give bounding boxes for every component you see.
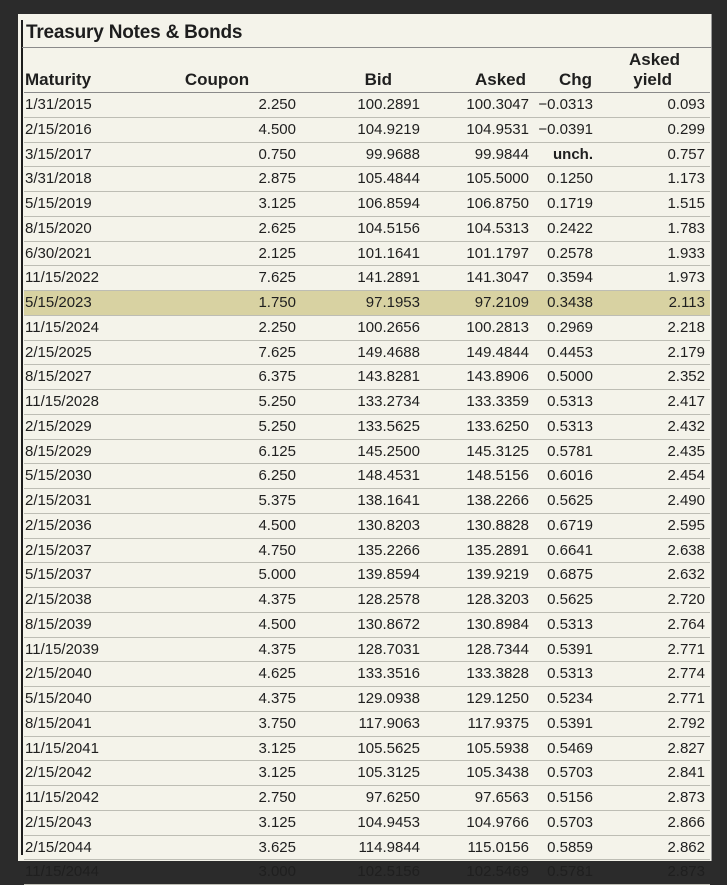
cell-maturity: 8/15/2041 — [25, 714, 92, 732]
table-row — [24, 711, 710, 736]
cell-asked-yield: 2.595 — [667, 516, 705, 534]
cell-bid: 104.9453 — [357, 813, 420, 831]
cell-bid: 97.1953 — [320, 291, 424, 316]
left-border-rule — [21, 20, 23, 855]
cell-maturity: 2/15/2040 — [25, 665, 92, 683]
cell-chg: 0.5625 — [547, 591, 593, 608]
cell-asked: 102.5469 — [466, 863, 529, 881]
cell-coupon: 1.750 — [144, 291, 320, 316]
cell-coupon: 4.375 — [258, 690, 296, 707]
cell-bid: 100.2891 — [357, 96, 420, 113]
cell-coupon: 3.125 — [258, 813, 296, 831]
cell-asked: 143.8906 — [466, 368, 529, 386]
asked-yield-line2: yield — [633, 70, 672, 89]
cell-coupon: 2.625 — [258, 219, 296, 237]
cell-maturity: 2/15/2037 — [25, 541, 92, 559]
cell-asked: 100.3047 — [466, 96, 529, 113]
table-row — [24, 860, 710, 885]
cell-chg: 0.5000 — [547, 368, 593, 386]
cell-chg: 0.6641 — [547, 541, 593, 559]
cell-chg: 0.5703 — [547, 764, 593, 782]
table-row — [24, 142, 710, 167]
asked-yield-line1: Asked — [629, 50, 681, 69]
cell-chg: 0.5469 — [547, 739, 593, 757]
cell-asked: 104.5313 — [466, 219, 529, 237]
cell-coupon: 4.625 — [258, 665, 296, 683]
cell-asked: 106.8750 — [466, 195, 529, 212]
cell-asked: 128.3203 — [466, 591, 529, 608]
cell-asked-yield: 1.783 — [667, 219, 705, 237]
cell-asked-yield: 2.218 — [667, 318, 705, 336]
cell-maturity: 5/15/2030 — [25, 467, 92, 485]
cell-coupon: 5.375 — [258, 492, 296, 509]
column-header-asked: Asked — [474, 70, 526, 89]
cell-asked-yield: 2.179 — [667, 343, 705, 361]
cell-bid: 97.6250 — [365, 789, 420, 806]
cell-chg: 0.5313 — [547, 665, 593, 683]
cell-asked-yield: 2.764 — [667, 615, 705, 633]
cell-maturity: 8/15/2039 — [25, 615, 92, 633]
table-title: Treasury Notes & Bonds — [26, 22, 243, 43]
cell-asked-yield: 2.771 — [667, 640, 705, 658]
cell-bid: 128.7031 — [357, 640, 420, 658]
cell-chg: 0.5391 — [547, 640, 593, 658]
cell-coupon: 2.875 — [258, 170, 296, 188]
cell-bid: 145.2500 — [357, 442, 420, 460]
table-row — [24, 340, 710, 365]
cell-coupon: 3.125 — [258, 764, 296, 782]
cell-asked: 104.9766 — [466, 813, 529, 831]
cell-maturity: 11/15/2041 — [25, 739, 99, 757]
cell-coupon: 3.625 — [258, 838, 296, 856]
cell-coupon: 6.250 — [258, 467, 296, 485]
table-row — [24, 315, 710, 340]
cell-maturity: 5/15/2037 — [25, 566, 92, 584]
cell-coupon: 4.500 — [258, 615, 296, 633]
title-divider — [22, 47, 712, 48]
cell-bid: 105.4844 — [357, 170, 420, 188]
cell-chg: 0.3594 — [547, 269, 593, 287]
cell-asked-yield: 2.435 — [667, 442, 705, 460]
cell-maturity: 11/15/2022 — [25, 269, 99, 287]
cell-asked-yield: 0.757 — [667, 145, 705, 163]
cell-coupon: 4.500 — [258, 120, 296, 138]
cell-coupon: 2.250 — [258, 318, 296, 336]
cell-asked-yield: 1.933 — [667, 244, 705, 262]
cell-maturity: 5/15/2040 — [25, 690, 92, 707]
cell-asked: 104.9531 — [466, 120, 529, 138]
cell-asked: 99.9844 — [474, 145, 529, 163]
cell-chg: 0.5781 — [547, 863, 593, 881]
cell-maturity: 2/15/2025 — [25, 343, 92, 361]
cell-asked-yield: 2.417 — [667, 393, 705, 410]
cell-coupon: 3.125 — [258, 739, 296, 757]
cell-asked-yield: 2.454 — [667, 467, 705, 485]
cell-bid: 105.5625 — [357, 739, 420, 757]
cell-maturity: 2/15/2044 — [25, 838, 92, 856]
cell-asked: 101.1797 — [466, 244, 529, 262]
cell-coupon: 5.000 — [258, 566, 296, 584]
cell-bid: 99.9688 — [365, 145, 420, 163]
cell-bid: 128.2578 — [357, 591, 420, 608]
table-row — [24, 489, 710, 514]
cell-chg: 0.2422 — [547, 219, 593, 237]
cell-chg: 0.5313 — [547, 417, 593, 435]
cell-asked-yield: 2.771 — [667, 690, 705, 707]
table-row — [24, 736, 710, 761]
cell-chg: 0.5625 — [547, 492, 593, 509]
cell-asked-yield: 2.352 — [667, 368, 705, 386]
cell-asked-yield: 1.515 — [667, 195, 705, 212]
table-row — [24, 637, 710, 662]
column-header-maturity: Maturity — [25, 70, 92, 89]
table-row — [24, 414, 710, 439]
cell-maturity: 5/15/2023 — [24, 291, 144, 316]
column-header-coupon: Coupon — [184, 70, 250, 89]
cell-maturity: 8/15/2027 — [25, 368, 92, 386]
table-row — [24, 365, 710, 390]
cell-asked-yield: 2.490 — [667, 492, 705, 509]
cell-coupon: 2.250 — [258, 96, 296, 113]
cell-coupon: 2.125 — [258, 244, 296, 262]
cell-bid: 139.8594 — [357, 566, 420, 584]
cell-coupon: 4.375 — [258, 591, 296, 608]
cell-maturity: 11/15/2028 — [25, 393, 99, 410]
cell-bid: 104.9219 — [357, 120, 420, 138]
cell-maturity: 2/15/2043 — [25, 813, 92, 831]
cell-maturity: 8/15/2020 — [25, 219, 92, 237]
cell-chg: 0.4453 — [547, 343, 593, 361]
cell-bid: 133.5625 — [357, 417, 420, 435]
quote-rows — [24, 93, 710, 885]
cell-asked: 149.4844 — [466, 343, 529, 361]
cell-asked: 130.8828 — [466, 516, 529, 534]
cell-chg: 0.6719 — [547, 516, 593, 534]
cell-maturity: 2/15/2036 — [25, 516, 92, 534]
cell-bid: 105.3125 — [357, 764, 420, 782]
cell-chg: 0.5156 — [547, 789, 593, 806]
table-row — [24, 786, 710, 811]
cell-coupon: 7.625 — [258, 269, 296, 287]
cell-asked: 133.3359 — [466, 393, 529, 410]
column-header-bid: Bid — [364, 70, 392, 89]
cell-asked-yield: 2.841 — [667, 764, 705, 782]
table-row — [24, 513, 710, 538]
cell-chg: 0.5781 — [547, 442, 593, 460]
cell-chg: −0.0313 — [538, 96, 593, 113]
cell-asked: 148.5156 — [466, 467, 529, 485]
cell-coupon: 6.375 — [258, 368, 296, 386]
cell-coupon: 4.375 — [258, 640, 296, 658]
cell-asked: 135.2891 — [466, 541, 529, 559]
cell-chg: 0.2969 — [547, 318, 593, 336]
cell-asked: 97.6563 — [474, 789, 529, 806]
cell-asked-yield: 2.720 — [667, 591, 705, 608]
cell-asked: 130.8984 — [466, 615, 529, 633]
cell-bid: 101.1641 — [357, 244, 420, 262]
cell-chg: 0.6875 — [547, 566, 593, 584]
cell-coupon: 4.750 — [258, 541, 296, 559]
cell-bid: 114.9844 — [358, 838, 420, 856]
cell-asked: 133.3828 — [466, 665, 529, 683]
cell-asked-yield: 1.173 — [667, 170, 705, 188]
table-row — [24, 687, 710, 712]
cell-bid: 104.5156 — [357, 219, 420, 237]
cell-maturity: 2/15/2029 — [25, 417, 92, 435]
cell-asked: 117.9375 — [467, 714, 529, 732]
cell-bid: 143.8281 — [357, 368, 420, 386]
table-row — [24, 538, 710, 563]
cell-asked-yield: 0.093 — [667, 96, 705, 113]
column-header-chg: Chg — [558, 70, 592, 89]
cell-asked: 128.7344 — [466, 640, 529, 658]
cell-coupon: 5.250 — [258, 417, 296, 435]
cell-maturity: 2/15/2016 — [25, 120, 92, 138]
cell-bid: 100.2656 — [357, 318, 420, 336]
cell-asked-yield: 2.866 — [667, 813, 705, 831]
cell-coupon: 3.000 — [258, 863, 296, 881]
cell-bid: 148.4531 — [357, 467, 420, 485]
table-row — [24, 241, 710, 266]
cell-chg: 0.5234 — [547, 690, 593, 707]
cell-chg: 0.1719 — [547, 195, 593, 212]
cell-coupon: 5.250 — [258, 393, 296, 410]
cell-asked-yield: 1.973 — [667, 269, 705, 287]
cell-chg: 0.1250 — [547, 170, 593, 188]
cell-asked: 141.3047 — [466, 269, 529, 287]
table-row — [24, 612, 710, 637]
table-row — [24, 266, 710, 291]
cell-maturity: 11/15/2039 — [25, 640, 99, 658]
cell-bid: 133.3516 — [357, 665, 420, 683]
cell-maturity: 6/30/2021 — [25, 244, 92, 262]
cell-chg: −0.0391 — [538, 120, 593, 138]
cell-chg: 0.5391 — [547, 714, 593, 732]
table-row — [24, 588, 710, 613]
cell-bid: 130.8672 — [357, 615, 420, 633]
table-row — [24, 192, 710, 217]
column-header-asked-yield — [629, 50, 710, 93]
treasury-quotes-table — [24, 50, 710, 885]
cell-maturity: 8/15/2029 — [25, 442, 92, 460]
cell-chg: 0.5313 — [547, 615, 593, 633]
table-row — [24, 761, 710, 786]
cell-bid: 135.2266 — [357, 541, 420, 559]
cell-chg: 0.5859 — [547, 838, 593, 856]
cell-coupon: 3.750 — [258, 714, 296, 732]
table-row — [24, 464, 710, 489]
cell-bid: 106.8594 — [357, 195, 420, 212]
cell-bid: 133.2734 — [357, 393, 420, 410]
cell-asked-yield: 2.873 — [667, 863, 705, 881]
right-border-rule — [711, 14, 712, 861]
cell-asked-yield: 2.774 — [667, 665, 705, 683]
cell-asked: 115.0156 — [467, 838, 529, 856]
cell-coupon: 7.625 — [258, 343, 296, 361]
cell-asked-yield: 2.862 — [667, 838, 705, 856]
cell-bid: 141.2891 — [357, 269, 420, 287]
cell-asked: 145.3125 — [466, 442, 529, 460]
cell-bid: 117.9063 — [358, 714, 420, 732]
cell-asked-yield: 2.873 — [667, 789, 705, 806]
header-row — [24, 50, 710, 93]
cell-asked: 129.1250 — [466, 690, 529, 707]
cell-bid: 138.1641 — [357, 492, 420, 509]
table-row — [24, 167, 710, 192]
cell-maturity: 11/15/2044 — [25, 863, 99, 881]
cell-coupon: 3.125 — [258, 195, 296, 212]
cell-chg: 0.6016 — [547, 467, 593, 485]
cell-bid: 130.8203 — [357, 516, 420, 534]
cell-bid: 129.0938 — [357, 690, 420, 707]
cell-chg: 0.3438 — [534, 291, 629, 316]
cell-asked-yield: 2.632 — [667, 566, 705, 584]
cell-coupon: 0.750 — [258, 145, 296, 163]
table-row — [24, 117, 710, 142]
cell-asked: 100.2813 — [466, 318, 529, 336]
cell-chg: 0.5313 — [547, 393, 593, 410]
table-row — [24, 662, 710, 687]
cell-maturity: 1/31/2015 — [25, 96, 92, 113]
cell-asked-yield: 2.113 — [629, 291, 710, 316]
cell-maturity: 2/15/2038 — [25, 591, 92, 608]
cell-maturity: 5/15/2019 — [25, 195, 92, 212]
cell-coupon: 6.125 — [258, 442, 296, 460]
cell-asked: 97.2109 — [424, 291, 534, 316]
table-row — [24, 390, 710, 415]
cell-asked: 139.9219 — [466, 566, 529, 584]
cell-bid: 149.4688 — [357, 343, 420, 361]
cell-asked: 105.5938 — [466, 739, 529, 757]
table-row — [24, 216, 710, 241]
table-row — [24, 439, 710, 464]
cell-maturity: 2/15/2031 — [25, 492, 92, 509]
table-row — [24, 810, 710, 835]
table-row — [24, 835, 710, 860]
cell-maturity: 2/15/2042 — [25, 764, 92, 782]
cell-maturity: 3/15/2017 — [25, 145, 92, 163]
cell-asked: 138.2266 — [466, 492, 529, 509]
cell-maturity: 3/31/2018 — [25, 170, 92, 188]
table-row — [24, 563, 710, 588]
cell-coupon: 2.750 — [258, 789, 296, 806]
cell-chg: unch. — [553, 145, 593, 163]
cell-chg: 0.5703 — [547, 813, 593, 831]
cell-asked-yield: 2.432 — [667, 417, 705, 435]
cell-coupon: 4.500 — [258, 516, 296, 534]
cell-chg: 0.2578 — [547, 244, 593, 262]
cell-asked: 105.3438 — [466, 764, 529, 782]
cell-bid: 102.5156 — [357, 863, 420, 881]
cell-asked-yield: 2.827 — [667, 739, 705, 757]
cell-maturity: 11/15/2042 — [25, 789, 99, 806]
cell-asked-yield: 2.792 — [667, 714, 705, 732]
cell-asked-yield: 2.638 — [667, 541, 705, 559]
table-row — [24, 93, 710, 118]
cell-asked: 105.5000 — [466, 170, 529, 188]
cell-asked: 133.6250 — [466, 417, 529, 435]
cell-maturity: 11/15/2024 — [25, 318, 99, 336]
table-row — [24, 291, 710, 316]
cell-asked-yield: 0.299 — [667, 120, 705, 138]
